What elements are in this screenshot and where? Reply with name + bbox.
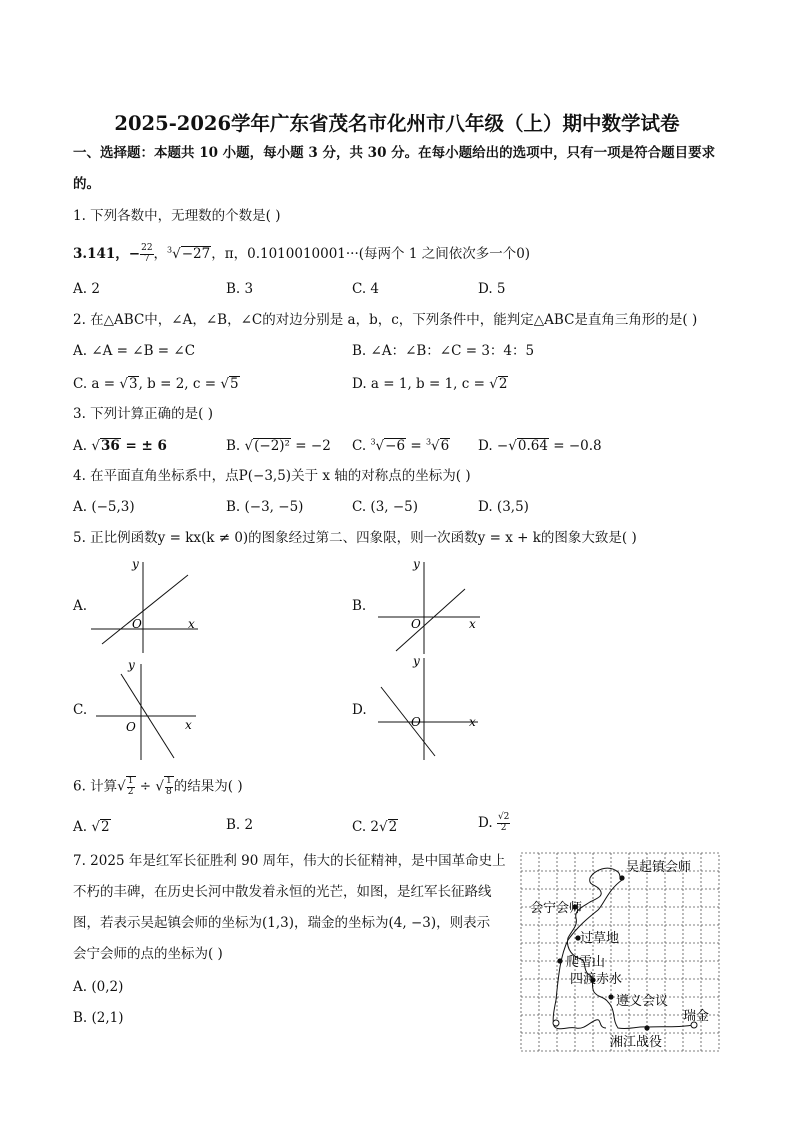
point-bottom-left xyxy=(553,1020,559,1026)
q1-option-d: D. 5 xyxy=(478,281,506,297)
q6-option-c: C. 2√2 xyxy=(352,819,398,835)
page-title: 2025-2026学年广东省茂名市化州市八年级（上）期中数学试卷 xyxy=(114,112,680,135)
q4-option-c: C. (3, −5) xyxy=(352,499,419,515)
point-xueshan xyxy=(557,958,562,963)
q4-option-a: A. (−5,3) xyxy=(73,499,135,515)
y-axis-label: y xyxy=(132,557,139,571)
q5-label-b: B. xyxy=(352,598,367,614)
point-zunyi xyxy=(608,994,613,999)
y-axis-label: y xyxy=(128,658,135,672)
point-xiangjiang xyxy=(644,1025,649,1030)
q2-option-a: A. ∠A = ∠B = ∠C xyxy=(73,343,196,359)
q3-stem: 3. 下列计算正确的是( ) xyxy=(73,406,213,422)
q1-option-a: A. 2 xyxy=(73,281,100,297)
x-axis-label: x xyxy=(469,715,476,729)
x-axis-label: x xyxy=(188,617,195,631)
origin-label: O xyxy=(411,617,421,631)
x-axis-label: x xyxy=(469,617,476,631)
q5-graph-d xyxy=(375,650,495,762)
q7-line-1: 7. 2025 年是红军长征胜利 90 周年，伟大的长征精神，是中国革命史上 xyxy=(73,853,506,869)
q5-graph-a xyxy=(88,556,208,656)
q3-option-b: B. √(−2)² = −2 xyxy=(226,438,331,454)
label-huining: 会宁会师 xyxy=(530,901,583,916)
q7-option-b: B. (2,1) xyxy=(73,1010,124,1026)
q5-label-d: D. xyxy=(352,702,367,718)
y-axis-label: y xyxy=(413,654,420,668)
long-march-map xyxy=(518,850,724,1056)
q6-option-a: A. √2 xyxy=(73,819,110,835)
q2-option-d: D. a = 1, b = 1, c = √2 xyxy=(352,376,508,392)
q6-stem: 6. 计算√ $\frac{1}{2}$ ÷ √ $\frac{1}{8}$ 的结果为( ) xyxy=(73,776,243,797)
q3-option-d: D. −√0.64 = −0.8 xyxy=(478,438,602,454)
x-axis-label: x xyxy=(185,718,192,732)
origin-label: O xyxy=(126,720,136,734)
q4-stem: 4. 在平面直角坐标系中，点P(−3,5)关于 x 轴的对称点的坐标为( ) xyxy=(73,468,471,484)
label-wuqi: 吴起镇会师 xyxy=(626,860,692,875)
fraction: $\frac{22}{7}$ xyxy=(141,243,153,264)
q3-option-c: C. $^3$√−6 = $^3$√6 xyxy=(352,437,450,454)
q5-graph-c xyxy=(88,656,208,762)
q7-line-2: 不朽的丰碑，在历史长河中散发着永恒的光芒，如图，是红军长征路线 xyxy=(73,884,492,900)
q2-option-c: C. a = √3, b = 2, c = √5 xyxy=(73,376,239,392)
fraction: $\frac{1}{2}$ xyxy=(127,776,134,797)
q3-option-a: A. √36 = ± 6 xyxy=(73,438,167,454)
q5-label-c: C. xyxy=(73,702,88,718)
q7-line-4: 会宁会师的点的坐标为( ) xyxy=(73,946,223,962)
q6-option-b: B. 2 xyxy=(226,817,254,833)
q5-stem: 5. 正比例函数y = kx(k ≠ 0)的图象经过第二、四象限，则一次函数y = x + k的图象大致是( ) xyxy=(73,530,637,546)
q1-stem: 1. 下列各数中，无理数的个数是( ) xyxy=(73,208,281,224)
section-heading: 一、选择题：本题共 10 小题，每小题 3 分，共 30 分。在每小题给出的选项中，只有一项是符合题目要求 xyxy=(73,145,716,161)
fraction: $\frac{1}{8}$ xyxy=(166,776,172,797)
q4-option-b: B. (−3, −5) xyxy=(226,499,304,515)
q5-graph-b xyxy=(375,556,495,656)
label-caodi: 过草地 xyxy=(580,931,620,946)
q7-line-3: 图，若表示吴起镇会师的坐标为(1,3)，瑞金的坐标为(4, −3)，则表示 xyxy=(73,915,491,931)
q7-option-a: A. (0,2) xyxy=(73,979,124,995)
section-heading-cont: 的。 xyxy=(73,176,100,192)
y-axis-label: y xyxy=(413,557,420,571)
q1-option-c: C. 4 xyxy=(352,281,380,297)
label-ruijin: 瑞金 xyxy=(683,1009,710,1024)
q4-option-d: D. (3,5) xyxy=(478,499,529,515)
q2-option-b: B. ∠A：∠B：∠C = 3：4：5 xyxy=(352,343,535,359)
point-wuqi xyxy=(619,875,624,880)
label-chishui: 四渡赤水 xyxy=(570,972,623,987)
q1-option-b: B. 3 xyxy=(226,281,254,297)
label-xiangjiang: 湘江战役 xyxy=(610,1035,663,1050)
label-xueshan: 爬雪山 xyxy=(566,955,606,970)
q2-stem: 2. 在△ABC中，∠A，∠B，∠C的对边分别是 a，b，c，下列条件中，能判定△ABC是直角三角形的是( ) xyxy=(73,312,698,328)
q1-number-list: 3.141，− $\frac{22}{7}$ ，$^3$√−27，π，0.1010010001···(每两个 1 之间依次多一个0) xyxy=(73,243,531,264)
origin-label: O xyxy=(132,617,142,631)
q6-option-d: D. $\frac{√2}{2}$ xyxy=(478,812,510,833)
q5-label-a: A. xyxy=(73,598,88,614)
label-zunyi: 遵义会议 xyxy=(616,994,669,1009)
fraction: $\frac{√2}{2}$ xyxy=(497,812,510,833)
origin-label: O xyxy=(411,715,421,729)
